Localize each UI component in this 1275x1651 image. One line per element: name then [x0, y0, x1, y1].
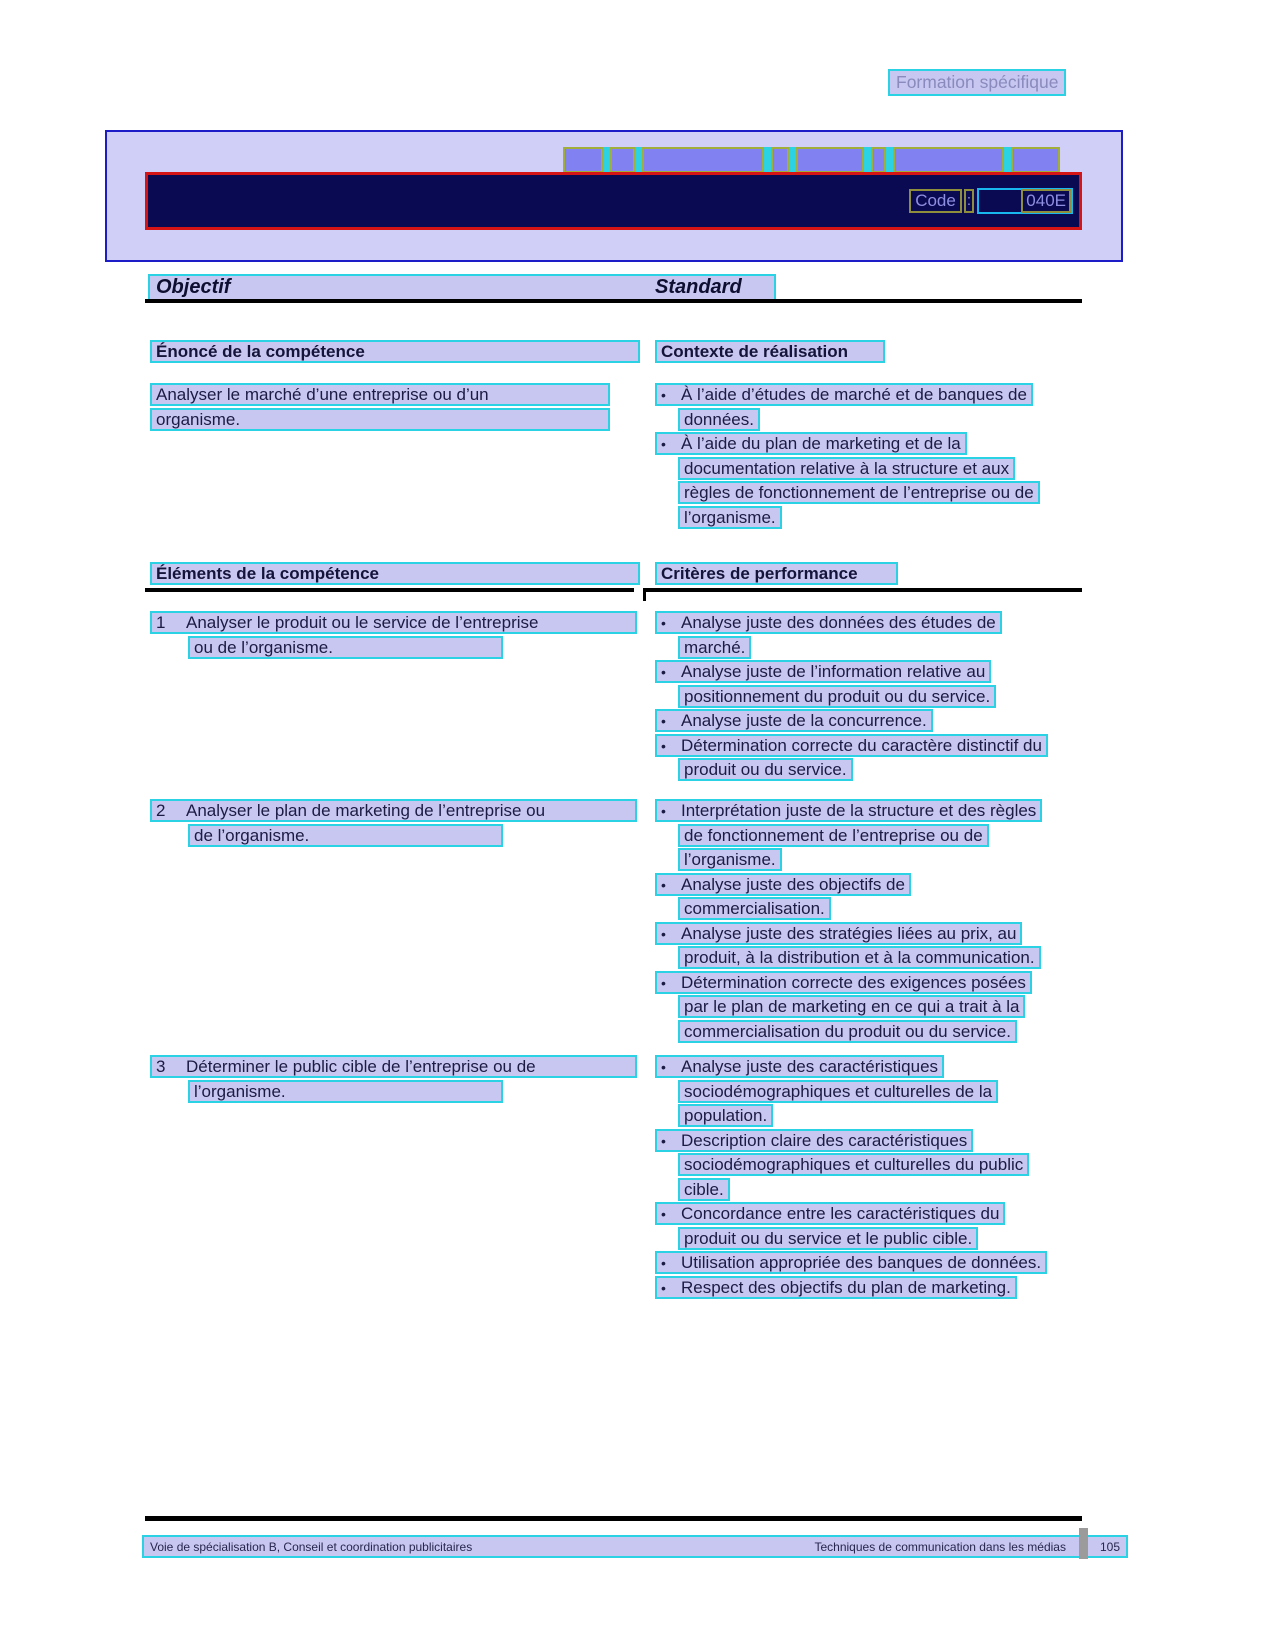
redacted-word-block — [610, 147, 635, 173]
code-value: 040E — [1021, 189, 1071, 213]
element-line — [188, 1080, 637, 1105]
element-item-1-left — [150, 611, 637, 660]
criterion-line — [678, 946, 1042, 971]
bullet-icon: • — [661, 713, 666, 729]
redacted-word-block — [796, 147, 864, 173]
highlighted-text: • Analyse juste des stratégies liées au prix, au — [655, 922, 1022, 945]
highlighted-text: Analyser le marché d’une entreprise ou d’un — [150, 383, 610, 406]
highlighted-text: • Détermination correcte des exigences posées — [655, 971, 1032, 994]
code-label: Code — [909, 189, 962, 213]
footer-rule — [145, 1516, 1082, 1521]
page-number: 105 — [1099, 1539, 1120, 1554]
highlighted-text: marché. — [678, 636, 751, 659]
footer-right-text: Techniques de communication dans les médias — [814, 1539, 1066, 1554]
highlighted-text: • Concordance entre les caractéristiques du — [655, 1202, 1005, 1225]
criterion-bullet-line — [655, 709, 1048, 734]
criterion-bullet-line — [655, 1129, 1047, 1154]
bullet-icon: • — [661, 1132, 666, 1149]
elements-header: Éléments de la compétence — [150, 562, 640, 585]
element-item-3-left — [150, 1055, 637, 1104]
competence-statement — [150, 383, 610, 432]
standard-title: Standard — [655, 276, 742, 298]
footer-band — [142, 1535, 1128, 1558]
highlighted-text: documentation relative à la structure et aux — [678, 457, 1015, 480]
section-rule-right — [646, 588, 1082, 592]
highlighted-text: règles de fonctionnement de l’entreprise ou de — [678, 481, 1040, 504]
highlighted-text: de fonctionnement de l’entreprise ou de — [678, 824, 989, 847]
highlighted-text: • Utilisation appropriée des banques de données. — [655, 1251, 1047, 1274]
redacted-word-block — [893, 147, 1004, 173]
redacted-title-row — [563, 147, 1060, 173]
highlighted-text: sociodémographiques et culturelles de la — [678, 1080, 998, 1103]
contexte-header: Contexte de réalisation — [655, 340, 885, 363]
bullet-icon: • — [661, 436, 666, 452]
criterion-bullet-line — [655, 873, 1042, 898]
highlighted-text: l’organisme. — [678, 848, 782, 871]
highlighted-text: commercialisation du produit ou du service. — [678, 1020, 1017, 1043]
criterion-bullet-line — [655, 1055, 1047, 1080]
criterion-bullet-line — [655, 1202, 1047, 1227]
criterion-line — [678, 636, 1048, 661]
highlighted-text: sociodémographiques et culturelles du public — [678, 1153, 1029, 1176]
highlighted-text: • Analyse juste des données des études de — [655, 611, 1002, 634]
highlighted-text: 2 Analyser le plan de marketing de l’entreprise ou — [150, 799, 637, 822]
criterion-line — [678, 897, 1042, 922]
bullet-icon: • — [661, 1059, 666, 1075]
bullet-icon: • — [661, 876, 666, 893]
element-first-line — [150, 611, 637, 636]
footer-left-text: Voie de spécialisation B, Conseil et coordination publicitaires — [150, 1539, 473, 1554]
highlighted-text: • Analyse juste des objectifs de — [655, 873, 911, 896]
highlighted-text: cible. — [678, 1178, 730, 1201]
highlighted-text: • Respect des objectifs du plan de marketing. — [655, 1276, 1017, 1299]
code-field — [977, 188, 1073, 214]
formation-specifique-tag: Formation spécifique — [888, 69, 1066, 96]
item-number: 1 — [156, 613, 166, 632]
title-banner — [145, 172, 1082, 230]
section-rule-left — [145, 588, 634, 592]
criterion-line — [678, 758, 1048, 783]
criterion-line — [678, 995, 1042, 1020]
highlighted-text: de l’organisme. — [188, 824, 503, 847]
element-first-line — [150, 1055, 637, 1080]
highlighted-text: • Interprétation juste de la structure et des règles — [655, 799, 1042, 822]
highlighted-text: par le plan de marketing en ce qui a trait à la — [678, 995, 1025, 1018]
gray-separator-bar — [1079, 1528, 1088, 1559]
bullet-icon: • — [661, 615, 666, 631]
highlighted-text: l’organisme. — [678, 506, 782, 529]
criterion-line — [678, 1020, 1042, 1045]
element-item-2-left — [150, 799, 637, 848]
highlighted-text: • Analyse juste de l’information relative au — [655, 660, 991, 683]
item-number: 2 — [156, 801, 166, 820]
highlighted-text: organisme. — [150, 408, 610, 431]
section-rule-top — [145, 299, 1082, 303]
criterion-bullet-line — [655, 660, 1048, 685]
element-item-3-criteria — [655, 1055, 1047, 1300]
criterion-bullet-line — [655, 383, 1040, 408]
code-separator: : — [964, 189, 974, 213]
highlighted-text: produit ou du service et le public cible. — [678, 1227, 978, 1250]
criterion-line — [678, 685, 1048, 710]
bullet-icon: • — [661, 1206, 666, 1222]
highlighted-text: 1 Analyser le produit ou le service de l’entreprise — [150, 611, 637, 634]
bullet-icon: • — [661, 664, 666, 680]
highlighted-text: 3 Déterminer le public cible de l’entreprise ou de — [150, 1055, 637, 1078]
criterion-line — [678, 408, 1040, 433]
bullet-icon: • — [661, 974, 666, 991]
highlighted-text: positionnement du produit ou du service. — [678, 685, 996, 708]
criterion-bullet-line — [655, 971, 1042, 996]
criterion-line — [678, 457, 1040, 482]
criterion-line — [678, 481, 1040, 506]
criterion-bullet-line — [655, 734, 1048, 759]
redacted-word-block — [771, 147, 789, 173]
criterion-bullet-line — [655, 611, 1048, 636]
column-divider-tick — [643, 588, 646, 601]
criterion-line — [678, 1080, 1047, 1105]
bullet-icon: • — [661, 925, 666, 942]
criterion-line — [678, 1227, 1047, 1252]
criterion-bullet-line — [655, 799, 1042, 824]
highlighted-text: données. — [678, 408, 760, 431]
criterion-line — [678, 1178, 1047, 1203]
highlighted-text: • À l’aide du plan de marketing et de la — [655, 432, 967, 455]
redacted-word-block — [1011, 147, 1060, 173]
criterion-bullet-line — [655, 1276, 1047, 1301]
highlighted-text: • Détermination correcte du caractère distinctif du — [655, 734, 1048, 757]
text-line — [150, 408, 610, 433]
element-line — [188, 824, 637, 849]
redacted-word-block — [871, 147, 886, 173]
contexte-bullets — [655, 383, 1040, 530]
criterion-line — [678, 506, 1040, 531]
criterion-line — [678, 1104, 1047, 1129]
bullet-icon: • — [661, 1279, 666, 1296]
criterion-line — [678, 1153, 1047, 1178]
bullet-icon: • — [661, 737, 666, 754]
element-first-line — [150, 799, 637, 824]
element-item-2-criteria — [655, 799, 1042, 1044]
highlighted-text: produit ou du service. — [678, 758, 853, 781]
objectif-title: Objectif — [156, 276, 231, 298]
criteres-header: Critères de performance — [655, 562, 898, 585]
enonce-header: Énoncé de la compétence — [150, 340, 640, 363]
bullet-icon: • — [661, 387, 666, 403]
redacted-word-block — [642, 147, 764, 173]
highlighted-text: • À l’aide d’études de marché et de banques de — [655, 383, 1033, 406]
highlighted-text: ou de l’organisme. — [188, 636, 503, 659]
criterion-bullet-line — [655, 1251, 1047, 1276]
highlighted-text: population. — [678, 1104, 773, 1127]
criterion-bullet-line — [655, 922, 1042, 947]
criterion-line — [678, 848, 1042, 873]
text-line — [150, 383, 610, 408]
element-line — [188, 636, 637, 661]
bullet-icon: • — [661, 803, 666, 819]
highlighted-text: • Analyse juste des caractéristiques — [655, 1055, 944, 1078]
highlighted-text: • Description claire des caractéristiques — [655, 1129, 973, 1152]
element-item-1-criteria — [655, 611, 1048, 783]
highlighted-text: l’organisme. — [188, 1080, 503, 1103]
criterion-line — [678, 824, 1042, 849]
redacted-word-block — [563, 147, 603, 173]
highlighted-text: • Analyse juste de la concurrence. — [655, 709, 933, 732]
bullet-icon: • — [661, 1255, 666, 1271]
highlighted-text: produit, à la distribution et à la communication. — [678, 946, 1041, 969]
highlighted-text: commercialisation. — [678, 897, 831, 920]
criterion-bullet-line — [655, 432, 1040, 457]
column-title-band — [148, 274, 776, 301]
item-number: 3 — [156, 1057, 166, 1076]
